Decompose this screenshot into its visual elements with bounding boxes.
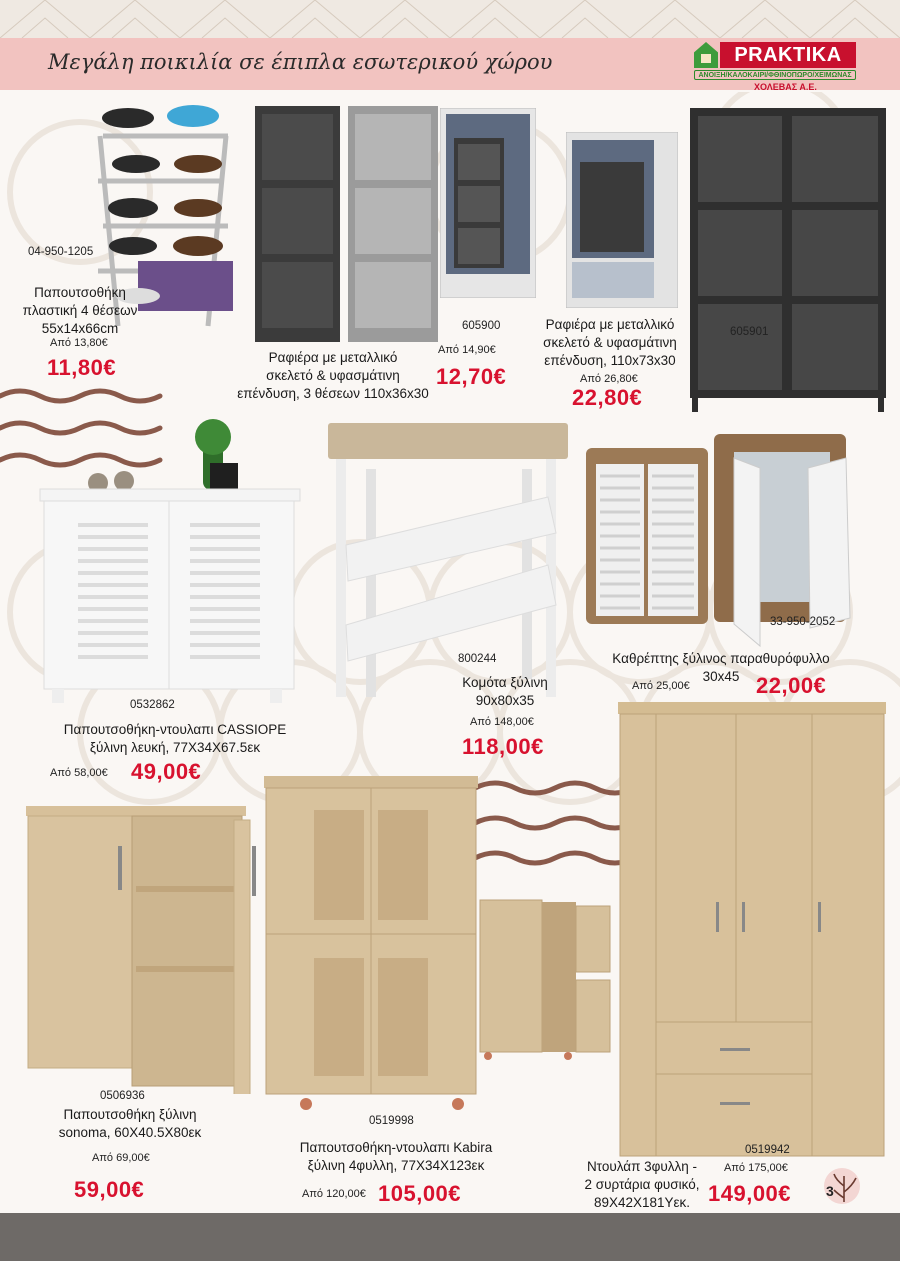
- old-price: Από 175,00€: [724, 1162, 788, 1174]
- wardrobe-3-doors-image: [616, 702, 888, 1162]
- page-title: Μεγάλη ποικιλία σε έπιπλα εσωτερικού χώρου: [48, 50, 553, 74]
- fabric-rack-6-cubes-image: [688, 108, 888, 413]
- sonoma-shoe-cabinet-image: [24, 806, 264, 1094]
- old-price: Από 14,90€: [438, 344, 496, 356]
- product-name: [40, 721, 310, 757]
- product-name-line: Παπουτσοθήκη-ντουλαπι CASSIOPE: [63, 722, 287, 737]
- product-name: [286, 1139, 506, 1175]
- product-code: 0506936: [100, 1090, 145, 1102]
- product-name-line: Παπουτσοθήκη-ντουλαπι Kabira: [299, 1140, 493, 1155]
- old-price: Από 26,80€: [580, 373, 638, 385]
- praktika-logo: [694, 42, 856, 92]
- product-code: 33-950-2052: [770, 616, 836, 628]
- old-price: Από 58,00€: [50, 767, 108, 779]
- product-name-line: Ραφιέρα με μεταλλικό: [268, 350, 398, 365]
- product-name: [572, 1158, 712, 1212]
- brand-name: PRAKTIKA: [720, 42, 856, 68]
- product-code: 605900: [462, 320, 501, 332]
- product-name-line: Ντουλάπ 3φυλλη -: [586, 1159, 698, 1174]
- product-code: 0519942: [745, 1144, 790, 1156]
- price: 105,00€: [378, 1181, 462, 1206]
- price: 22,80€: [572, 385, 643, 410]
- old-price: Από 13,80€: [50, 337, 108, 349]
- top-pattern: [0, 0, 900, 38]
- old-price: Από 148,00€: [470, 716, 534, 728]
- product-name-line: Καθρέπτης ξύλινος παραθυρόφυλλο: [612, 651, 830, 666]
- product-name-line: πλαστική 4 θέσεων: [22, 303, 138, 318]
- product-code: 0532862: [130, 699, 175, 711]
- price: 22,00€: [756, 673, 827, 698]
- product-code: 0519998: [369, 1115, 414, 1127]
- product-name-line: 90x80x35: [475, 693, 535, 708]
- product-code: 04-950-1205: [28, 246, 94, 258]
- product-name-line: sonoma, 60X40.5X80εκ: [58, 1125, 202, 1140]
- product-name: [530, 316, 690, 370]
- price: 12,70€: [436, 364, 507, 389]
- wooden-console-table-image: [326, 415, 570, 700]
- product-name-line: Κομότα ξύλινη: [462, 675, 548, 690]
- product-name: [0, 284, 160, 338]
- price: 149,00€: [708, 1181, 792, 1206]
- product-name-line: Παπουτσοθήκη: [34, 285, 126, 300]
- product-name-line: σκελετό & υφασμάτινη: [543, 335, 677, 350]
- product-name-line: ξύλινη λευκή, 77X34X67.5εκ: [89, 740, 261, 755]
- old-price: Από 120,00€: [302, 1188, 366, 1200]
- product-box-image: [440, 108, 536, 298]
- product-name-line: επένδυση, 3 θέσεων 110x36x30: [237, 386, 429, 401]
- product-name-line: Παπουτσοθήκη ξύλινη: [63, 1107, 197, 1122]
- product-name: [30, 1106, 230, 1142]
- price: 11,80€: [47, 355, 117, 380]
- white-shoe-cabinet-image: [38, 415, 302, 705]
- product-box-image: [566, 132, 678, 308]
- product-name-line: 55x14x66cm: [41, 321, 119, 336]
- product-name-line: 30x45: [702, 669, 740, 684]
- bottom-band: [0, 1213, 900, 1261]
- price: 118,00€: [462, 734, 544, 759]
- brand-seasons: ΑΝΟΙΞΗ/ΚΑΛΟΚΑΙΡΙ/ΦΘΙΝΟΠΩΡΟ/ΧΕΙΜΩΝΑΣ: [694, 70, 856, 80]
- price: 49,00€: [131, 759, 202, 784]
- product-name-line: σκελετό & υφασμάτινη: [266, 368, 400, 383]
- house-icon: [694, 42, 718, 68]
- kabira-open-cabinet-image: [476, 896, 616, 1062]
- product-name: [228, 349, 438, 403]
- fabric-rack-3-shelves-image: [250, 106, 440, 346]
- product-code: 605901: [730, 326, 769, 338]
- product-name-line: Ραφιέρα με μεταλλικό: [545, 317, 675, 332]
- top-decorative-band: [0, 0, 900, 38]
- product-code: 800244: [458, 653, 497, 665]
- product-name-line: ξύλινη 4φυλλη, 77X34X123εκ: [307, 1158, 485, 1173]
- product-name: [420, 674, 590, 710]
- product-name-line: 2 συρτάρια φυσικό,: [584, 1177, 700, 1192]
- old-price: Από 69,00€: [92, 1152, 150, 1164]
- product-name-line: επένδυση, 110x73x30: [544, 353, 676, 368]
- price: 59,00€: [74, 1177, 145, 1202]
- brand-company: ΧΟΛΕΒΑΣ Α.Ε.: [754, 82, 817, 92]
- product-name-line: 89X42X181Υεκ.: [593, 1195, 691, 1210]
- old-price: Από 25,00€: [632, 680, 690, 692]
- page-number: 3: [826, 1183, 834, 1199]
- kabira-shoe-cabinet-image: [262, 774, 480, 1114]
